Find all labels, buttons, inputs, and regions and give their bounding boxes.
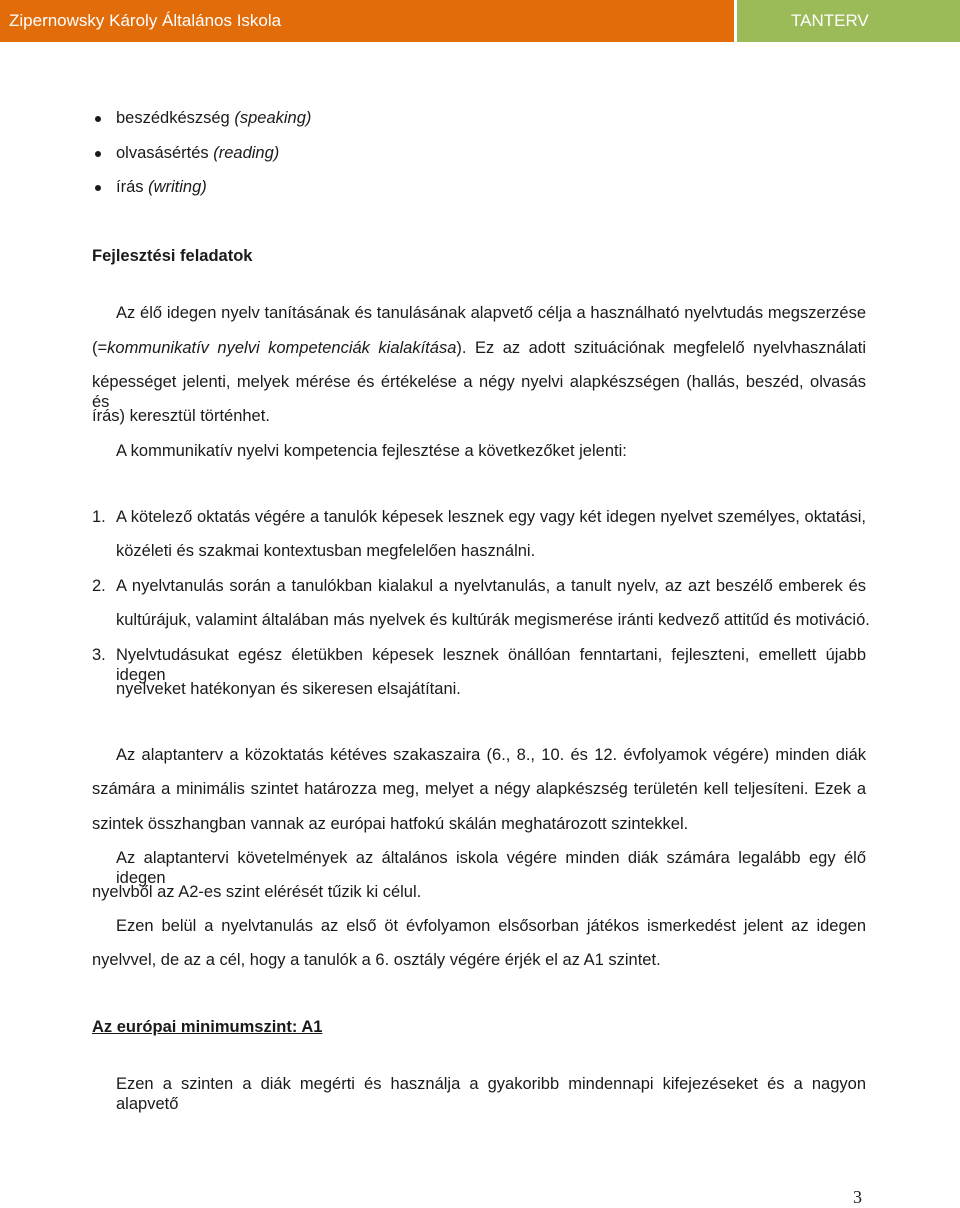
paragraph-line: Az élő idegen nyelv tanításának és tanulásának alapvető célja a használható nyelvtudás megszerzése [116,304,866,322]
school-name: Zipernowsky Károly Általános Iskola [9,11,282,30]
paragraph-line: Ezen a szinten a diák megérti és használja a gyakoribb mindennapi kifejezéseket és a nagyon alapvető [116,1075,866,1113]
page-header [0,0,960,42]
emphasis-text: kommunikatív nyelvi kompetenciák kialakítása [107,339,457,357]
bullet-icon [95,116,101,122]
section-heading: Fejlesztési feladatok [92,247,253,265]
paragraph-line: szintek összhangban vannak az európai hatfokú skálán meghatározott szintekkel. [92,815,689,833]
skill-english: (writing) [148,178,207,196]
page-number: 3 [853,1187,862,1207]
item-line: A nyelvtanulás során a tanulókban kialakul a nyelvtanulás, a tanult nyelv, az azt beszélő emberek és [116,577,866,595]
skill-name: beszédkészség [116,109,230,127]
item-line: közéleti és szakmai kontextusban megfelelően használni. [116,542,536,560]
paragraph-line: Az alaptanterv a közoktatás kétéves szakaszaira (6., 8., 10. és 12. évfolyamok végére) minden diák [116,746,866,764]
paragraph-line: nyelvvel, de az a cél, hogy a tanulók a 6. osztály végére érjék el az A1 szintet. [92,951,661,969]
item-line: kultúrájuk, valamint általában más nyelvek és kultúrák megismerése iránti kedvező attitűd és motiváció. [116,611,870,629]
paragraph-line: (=kommunikatív nyelvi kompetenciák kialakítása). Ez az adott szituációnak megfelelő nyelvhasználati [92,339,866,357]
paragraph-line: számára a minimális szintet határozza meg, melyet a négy alapkészség területén kell teljesíteni. Ezek a [92,780,866,798]
item-line: nyelveket hatékonyan és sikeresen elsajátítani. [116,680,461,698]
bullet-icon [95,185,101,191]
paragraph-line: képességet jelenti, melyek mérése és értékelése a négy nyelvi alapkészségen (hallás, beszéd, olvasás és [92,373,866,411]
item-number: 2. [92,577,106,595]
item-line: A kötelező oktatás végére a tanulók képesek lesznek egy vagy két idegen nyelvet személyes, oktatási, [116,508,866,526]
item-number: 1. [92,508,106,526]
document-tag: TANTERV [791,11,869,30]
paragraph-line: Az alaptantervi követelmények az általános iskola végére minden diák számára legalább egy élő idegen [116,849,866,887]
section-heading: Az európai minimumszint: A1 [92,1018,323,1036]
bullet-icon [95,151,101,157]
item-line: Nyelvtudásukat egész életükben képesek lesznek önállóan fenntartani, fejleszteni, emellett újabb idegen [116,646,866,684]
skill-name: írás [116,178,144,196]
paragraph-line: nyelvből az A2-es szint elérését tűzik ki célul. [92,883,422,901]
skill-english: (speaking) [234,109,312,127]
paragraph-line: A kommunikatív nyelvi kompetencia fejlesztése a következőket jelenti: [116,442,627,460]
item-number: 3. [92,646,106,664]
skill-name: olvasásértés [116,144,209,162]
paragraph-line: Ezen belül a nyelvtanulás az első öt évfolyamon elsősorban játékos ismerkedést jelent az idegen [116,917,866,935]
skill-english: (reading) [213,144,280,162]
paragraph-line: írás) keresztül történhet. [92,407,270,425]
